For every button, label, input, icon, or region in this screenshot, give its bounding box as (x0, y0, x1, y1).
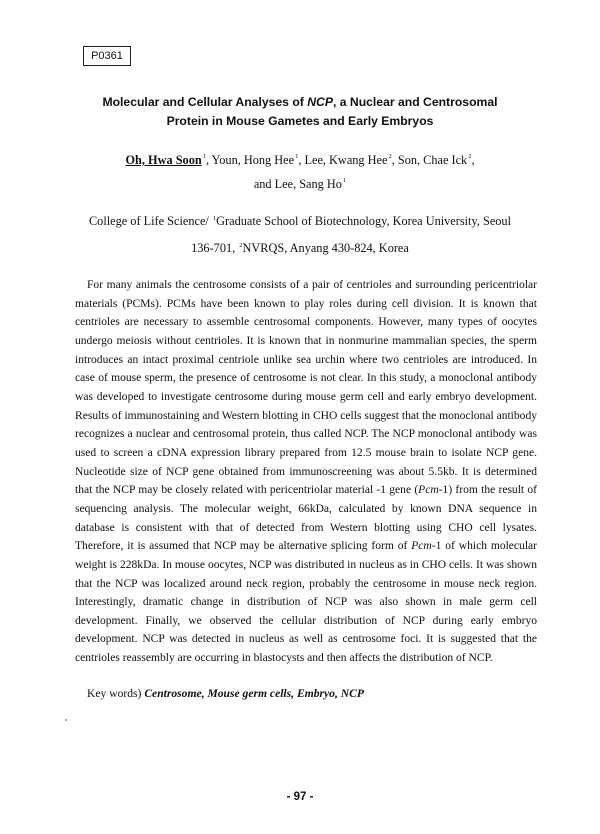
presenting-author: Oh, Hwa Soon (125, 153, 202, 167)
keywords (87, 687, 364, 700)
scan-speck (65, 719, 67, 721)
author-list (40, 148, 560, 196)
title-line-1: Molecular and Cellular Analyses of NCP, a Nuclear and Centrosomal (102, 95, 498, 109)
keywords-values: Centrosome, Mouse germ cells, Embryo, NCP (144, 687, 364, 700)
affiliations (40, 208, 560, 262)
author-line-1: Oh, Hwa Soon$^1$, Youn, Hong Hee$^1$, Lee, Kwang Hee$^2$, Son, Chae Ick$^2$, (125, 153, 475, 167)
page-number: - 97 - (286, 791, 314, 803)
title-line-2: Protein in Mouse Gametes and Early Embryos (166, 114, 434, 128)
abstract-body: For many animals the centrosome consists of a pair of centrioles and surrounding pericentriolar materials (PCMs). PCMs have been known to play roles during cell division. It is known that centrioles are necessary to assemble centrosomal components. However, many types of oocytes undergo meiosis without centrioles. It is known that in nonmurine mammalian species, the sperm introduces an intact proximal centriole unlike sea urchin where two centrioles are introduced. In case of mouse sperm, the presence of centrosome is not clear. In this study, a monoclonal antibody was developed to investigate centrosome during mouse germ cell and early embryo development. Results of immunostaining and Western blotting in CHO cells suggest that the monoclonal antibody recognizes a nuclear and centrosomal protein, thus called NCP. The NCP monoclonal antibody was used to screen a cDNA expression library prepared from 12.5 mouse brain to isolate NCP gene. Nucleotide size of NCP gene obtained from immunoscreening was about 5.5kb. It is determined that the NCP may be closely related with pericentriolar material -1 gene (Pcm-1) from the result of sequencing analysis. The molecular weight, 66kDa, calculated by known DNA sequence in database is consistent with that of detected from Western blotting using CHO cell lysates. Therefore, it is assumed that NCP may be alternative splicing form of Pcm-1 of which molecular weight is 228kDa. In mouse oocytes, NCP was distributed in nucleus as in CHO cells. It was shown that the NCP was localized around neck region, probably the centrosome in mouse neck region. Interestingly, dramatic change in distribution of NCP was also shown in male germ cell development. Finally, we observed the cellular distribution of NCP during early embryo development. NCP was detected in nucleus as well as centrosome foci. It is suggested that the centrioles reassembly are occurring in blastocysts and then affects the distribution of NCP. (75, 279, 538, 665)
affiliation-line-2: 136-701, $^2$NVRQS, Anyang 430-824, Korea (191, 241, 409, 255)
author-line-2: and Lee, Sang Ho$^1$ (253, 177, 347, 191)
keywords-label: Key words) (87, 687, 145, 700)
abstract-code-box: P0361 (83, 46, 131, 66)
affiliation-line-1: College of Life Science/ $^1$Graduate School of Biotechnology, Korea University, Seoul (88, 214, 511, 228)
paper-title (60, 93, 540, 131)
